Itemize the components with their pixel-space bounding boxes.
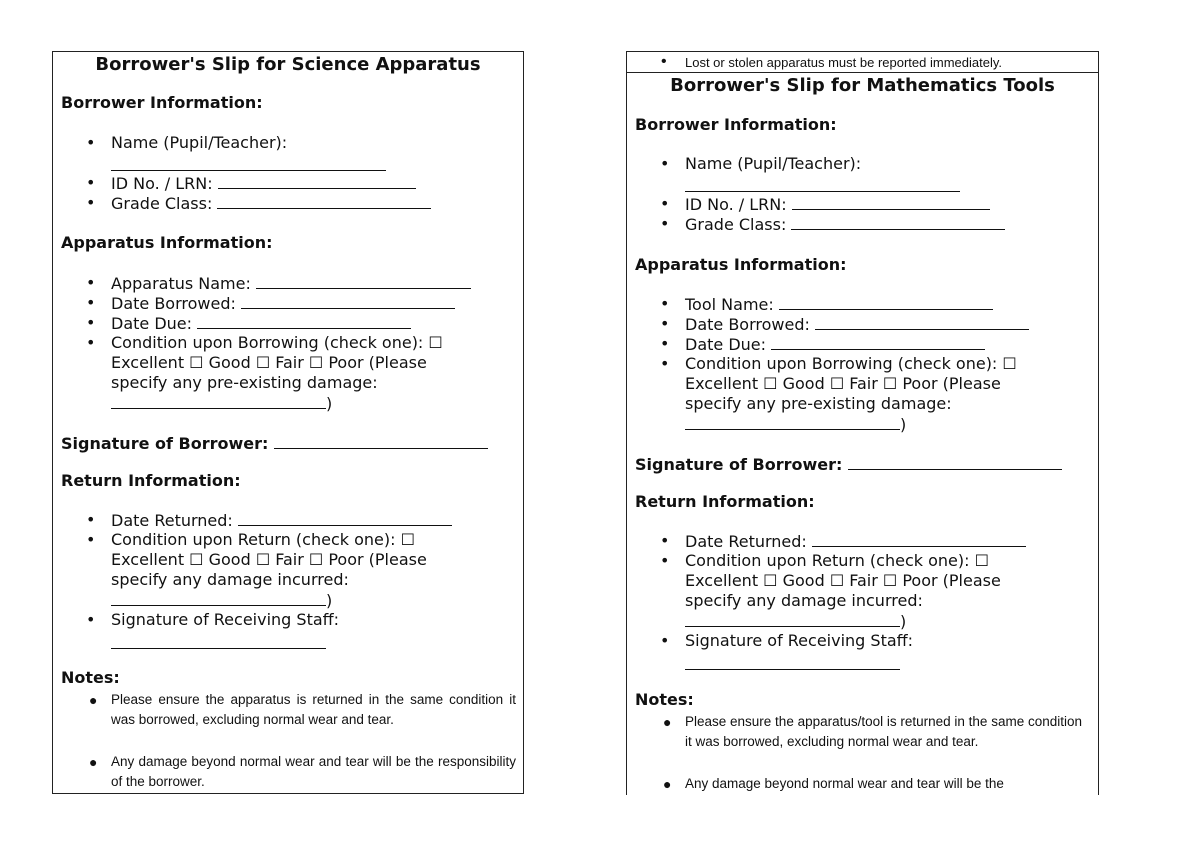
- bullet: •: [660, 631, 670, 650]
- bullet: •: [660, 551, 670, 570]
- id-field: [86, 173, 416, 194]
- pre-existing-damage-blank[interactable]: [685, 414, 900, 430]
- bullet: •: [86, 293, 96, 312]
- apparatus-info-heading: Apparatus Information:: [61, 233, 273, 252]
- receiving-staff-label: Signature of Receiving Staff:: [685, 631, 914, 650]
- id-blank[interactable]: [218, 173, 416, 189]
- receiving-staff-label: Signature of Receiving Staff:: [111, 610, 340, 629]
- condition-borrowing-line3: specify any pre-existing damage:: [111, 373, 378, 392]
- apparatus-info-heading: Apparatus Information:: [635, 255, 847, 274]
- name-label: Name (Pupil/Teacher):: [685, 154, 862, 173]
- grade-blank[interactable]: [217, 193, 431, 209]
- id-label: ID No. / LRN:: [685, 195, 787, 214]
- name-blank[interactable]: [685, 191, 960, 192]
- bullet: •: [86, 610, 96, 629]
- bullet: •: [86, 510, 96, 529]
- item-name-field: [86, 273, 471, 294]
- condition-return-field: [86, 530, 427, 611]
- bullet: •: [660, 314, 670, 333]
- close-paren: ): [900, 612, 907, 631]
- grade-blank[interactable]: [791, 214, 1005, 230]
- item-name-blank[interactable]: [256, 273, 471, 289]
- bullet: •: [660, 531, 670, 550]
- date-due-field: [86, 313, 411, 334]
- receiving-staff-field: [86, 610, 340, 630]
- bullet: •: [86, 530, 96, 549]
- grade-label: Grade Class:: [685, 215, 787, 234]
- date-borrowed-field: [86, 293, 455, 314]
- carryover-note: [627, 52, 1098, 73]
- signature-blank[interactable]: [848, 454, 1062, 470]
- date-borrowed-label: Date Borrowed:: [685, 315, 810, 334]
- date-borrowed-blank[interactable]: [815, 314, 1029, 330]
- bullet: •: [660, 334, 670, 353]
- date-due-blank[interactable]: [771, 334, 985, 350]
- bullet: •: [86, 273, 96, 292]
- date-borrowed-field: [660, 314, 1029, 335]
- condition-return-field: [660, 551, 1001, 632]
- date-due-label: Date Due:: [111, 314, 193, 333]
- condition-borrowing-line2: Excellent ☐ Good ☐ Fair ☐ Poor (Please: [685, 374, 1001, 393]
- slip-title: Borrower's Slip for Science Apparatus: [95, 54, 481, 75]
- condition-return-line2: Excellent ☐ Good ☐ Fair ☐ Poor (Please: [685, 571, 1001, 590]
- name-label: Name (Pupil/Teacher):: [111, 133, 288, 152]
- slip-title: Borrower's Slip for Mathematics Tools: [670, 75, 1055, 96]
- item-name-field: [660, 294, 993, 315]
- grade-field: [660, 214, 1005, 235]
- return-info-heading: Return Information:: [635, 492, 815, 511]
- condition-borrowing-line2: Excellent ☐ Good ☐ Fair ☐ Poor (Please: [111, 353, 427, 372]
- mathematics-slip: [626, 51, 1099, 795]
- id-field: [660, 194, 990, 215]
- bullet: •: [660, 294, 670, 313]
- note-text: Any damage beyond normal wear and tear will be the responsibility of the borrower.: [111, 754, 516, 789]
- id-label: ID No. / LRN:: [111, 174, 213, 193]
- signature-label: Signature of Borrower:: [635, 455, 843, 474]
- note-text: Please ensure the apparatus is returned in the same condition it was borrowed, excluding normal wear and tear.: [111, 692, 516, 727]
- condition-borrowing-field: [660, 354, 1017, 435]
- carryover-note-text: Lost or stolen apparatus must be reported immediately.: [685, 55, 1002, 70]
- bullet: •: [86, 193, 96, 212]
- id-blank[interactable]: [792, 194, 990, 210]
- damage-incurred-blank[interactable]: [685, 611, 900, 627]
- item-name-label: Tool Name:: [685, 295, 774, 314]
- receiving-staff-blank[interactable]: [111, 648, 326, 649]
- bullet: •: [86, 173, 96, 192]
- close-paren: ): [326, 591, 333, 610]
- name-field: [660, 154, 862, 174]
- bullet: •: [660, 154, 670, 173]
- date-returned-blank[interactable]: [812, 531, 1026, 547]
- date-due-blank[interactable]: [197, 313, 411, 329]
- note-item: [89, 690, 516, 730]
- pre-existing-damage-blank[interactable]: [111, 393, 326, 409]
- bullet: ●: [663, 714, 672, 730]
- grade-field: [86, 193, 431, 214]
- bullet: •: [660, 194, 670, 213]
- bullet: ●: [663, 776, 672, 792]
- date-returned-label: Date Returned:: [685, 532, 807, 551]
- date-borrowed-blank[interactable]: [241, 293, 455, 309]
- condition-borrowing-line1: Condition upon Borrowing (check one): ☐: [685, 354, 1017, 373]
- date-due-field: [660, 334, 985, 355]
- condition-borrowing-line1: Condition upon Borrowing (check one): ☐: [111, 333, 443, 352]
- bullet: •: [86, 333, 96, 352]
- signature-of-borrower: [61, 433, 488, 453]
- name-blank[interactable]: [111, 170, 386, 171]
- item-name-label: Apparatus Name:: [111, 274, 251, 293]
- borrower-info-heading: Borrower Information:: [635, 115, 837, 134]
- notes-heading: Notes:: [635, 690, 694, 709]
- condition-return-line2: Excellent ☐ Good ☐ Fair ☐ Poor (Please: [111, 550, 427, 569]
- condition-borrowing-field: [86, 333, 443, 414]
- condition-return-line1: Condition upon Return (check one): ☐: [685, 551, 989, 570]
- bullet: •: [660, 354, 670, 373]
- date-borrowed-label: Date Borrowed:: [111, 294, 236, 313]
- date-returned-blank[interactable]: [238, 510, 452, 526]
- signature-label: Signature of Borrower:: [61, 434, 269, 453]
- date-returned-label: Date Returned:: [111, 511, 233, 530]
- note-item: [663, 712, 1090, 752]
- bullet: •: [86, 313, 96, 332]
- condition-return-line3: specify any damage incurred:: [685, 591, 923, 610]
- borrower-info-heading: Borrower Information:: [61, 93, 263, 112]
- science-slip: [52, 51, 524, 794]
- notes-heading: Notes:: [61, 668, 120, 687]
- signature-blank[interactable]: [274, 433, 488, 449]
- close-paren: ): [900, 415, 907, 434]
- bullet: •: [660, 214, 670, 233]
- bullet: •: [86, 133, 96, 152]
- bullet: •: [661, 53, 667, 70]
- note-text: Any damage beyond normal wear and tear will be the: [685, 776, 1004, 791]
- name-field: [86, 133, 288, 153]
- date-due-label: Date Due:: [685, 335, 767, 354]
- note-text: Please ensure the apparatus/tool is returned in the same condition it was borrowed, excluding normal wear and tear.: [685, 714, 1082, 749]
- receiving-staff-blank[interactable]: [685, 669, 900, 670]
- damage-incurred-blank[interactable]: [111, 590, 326, 606]
- date-returned-field: [660, 531, 1026, 552]
- note-item: [663, 774, 1090, 794]
- return-info-heading: Return Information:: [61, 471, 241, 490]
- note-item: [89, 752, 516, 792]
- close-paren: ): [326, 394, 333, 413]
- item-name-blank[interactable]: [779, 294, 993, 310]
- bullet: ●: [89, 754, 98, 770]
- condition-borrowing-line3: specify any pre-existing damage:: [685, 394, 952, 413]
- signature-of-borrower: [635, 454, 1062, 474]
- date-returned-field: [86, 510, 452, 531]
- bullet: ●: [89, 692, 98, 708]
- condition-return-line1: Condition upon Return (check one): ☐: [111, 530, 415, 549]
- condition-return-line3: specify any damage incurred:: [111, 570, 349, 589]
- receiving-staff-field: [660, 631, 914, 651]
- grade-label: Grade Class:: [111, 194, 213, 213]
